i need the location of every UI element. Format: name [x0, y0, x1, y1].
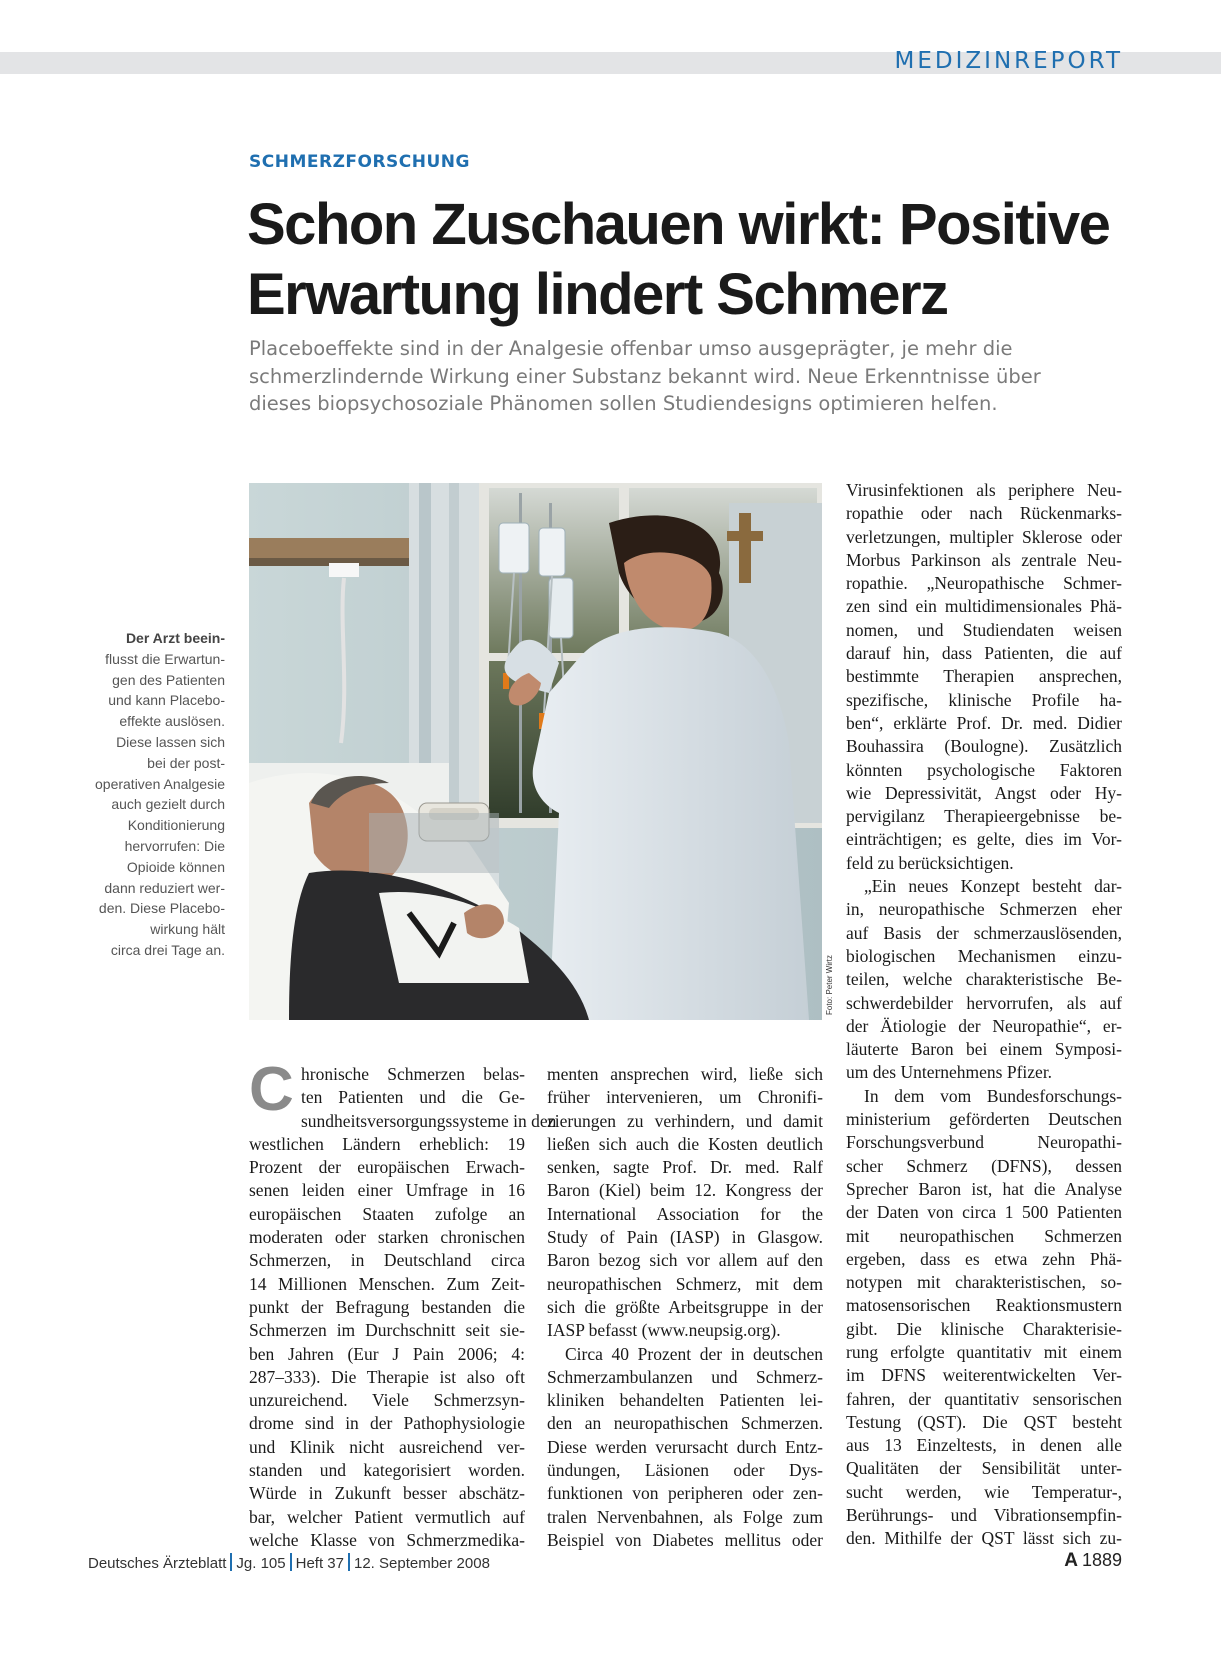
text-line: den. Mithilfe der QST lässt sich zu- — [846, 1528, 1122, 1549]
text-line: wie Depressivität, Angst oder Hy- — [846, 782, 1122, 803]
text-line: Testung (QST). Die QST besteht — [846, 1411, 1122, 1432]
caption-line: gen des Patienten — [112, 671, 225, 688]
body-column-2 — [547, 1063, 823, 1552]
body-column-1 — [249, 1055, 557, 1552]
caption-body — [90, 649, 225, 961]
text-line: neuropathischen Schmerz, mit dem — [547, 1273, 823, 1294]
text-line: westlichen Ländern erheblich: 19 — [249, 1133, 525, 1154]
text-line: zen sind ein multidimensionales Phä- — [846, 596, 1122, 617]
text-line: unzureichend. Viele Schmerzsyn- — [249, 1390, 525, 1411]
title-line: Schon Zuschauen wirkt: Positive — [247, 192, 1110, 257]
text-line: ten Patienten und die Ge- — [301, 1087, 525, 1108]
text-line: Baron bezog sich vor allem auf den — [547, 1250, 823, 1271]
text-line: ergeben, dass es etwa zehn Phä- — [846, 1248, 1122, 1269]
caption-bold: Der Arzt beein- — [125, 630, 225, 646]
text-line: auf Basis der schmerzauslösenden, — [846, 922, 1122, 943]
text-line: mit neuropathischen Schmerzen — [846, 1225, 1122, 1246]
caption-line: bei der post- — [147, 754, 225, 771]
text-line: „Ein neues Konzept besteht dar- — [864, 876, 1122, 897]
caption-line: operativen Analgesie — [95, 775, 225, 792]
text-line: ließen sich auch die Kosten deutlich — [547, 1133, 823, 1154]
text-line: und Klinik nicht ausreichend ver- — [249, 1436, 525, 1457]
caption-line: auch gezielt durch — [111, 796, 225, 813]
text-line: Prozent der europäischen Erwach- — [249, 1157, 525, 1178]
caption-line: Opioide können — [126, 858, 225, 875]
text-line: der Daten von circa 1 500 Patienten — [846, 1202, 1122, 1223]
text-line: im DFNS weiterentwickelten Ver- — [846, 1365, 1122, 1386]
footer-separator — [230, 1553, 232, 1571]
text-line: Schmerzen, in Deutschland circa — [249, 1250, 525, 1271]
text-line: den an neuropathischen Schmerzen. — [547, 1413, 823, 1434]
footer-separator — [348, 1553, 350, 1571]
body-column-3 — [846, 479, 1122, 1551]
text-line: läuterte Baron bei einem Symposi- — [846, 1039, 1122, 1060]
caption-line: den. Diese Placebo- — [98, 900, 225, 917]
text-line: rung erfolgte quantitativ mit einem — [846, 1341, 1122, 1362]
text-line: feld zu berücksichtigen. — [846, 852, 1014, 873]
text-line: drome sind in der Pathophysiologie — [249, 1413, 525, 1434]
text-line: sich die größte Arbeitsgruppe in der — [547, 1296, 823, 1317]
text-line: in, neuropathische Schmerzen eher — [846, 899, 1122, 920]
caption-line: effekte auslösen. — [119, 713, 225, 730]
text-line: ministerium geförderten Deutschen — [846, 1109, 1122, 1130]
dropcap: C — [249, 1055, 294, 1124]
text-line: notypen mit charakteristischen, so- — [846, 1272, 1122, 1293]
text-line: moderaten oder starken chronischen — [249, 1227, 525, 1248]
text-line: kliniken behandelten Patienten lei- — [547, 1390, 823, 1411]
article-title — [247, 190, 1127, 330]
lead-line: dieses biopsychosoziale Phänomen sollen Studiendesigns optimieren helfen. — [249, 392, 998, 415]
text-line: ropathie oder nach Rückenmarks- — [846, 503, 1122, 524]
text-line: standen und kategorisiert worden. — [249, 1460, 525, 1481]
journal-issue: Heft 37 — [295, 1555, 344, 1572]
caption-line: circa drei Tage an. — [110, 941, 225, 958]
photo-caption — [90, 628, 225, 961]
text-line: einträchtigen; es gelte, dies im Vor- — [846, 829, 1122, 850]
text-line: Beispiel von Diabetes mellitus oder — [547, 1529, 823, 1550]
text-line: senen leiden einer Umfrage in 16 — [249, 1180, 525, 1201]
hospital-scene-image — [249, 483, 822, 1020]
text-line: nomen, und Studiendaten weisen — [846, 619, 1122, 640]
lead-line: schmerzlindernde Wirkung einer Substanz bekannt wird. Neue Erkenntnisse über — [249, 364, 1041, 388]
text-line: International Association for the — [547, 1203, 823, 1224]
text-line: Circa 40 Prozent der in deutschen — [565, 1343, 823, 1364]
text-line: IASP befasst (www.neupsig.org). — [547, 1320, 781, 1341]
text-line: europäischen Staaten zufolge an — [249, 1203, 525, 1224]
page-number — [1064, 1550, 1122, 1572]
text-line: pervigilanz Therapieergebnisse be- — [846, 806, 1122, 827]
text-line: zierungen zu verhindern, und damit — [547, 1110, 823, 1131]
text-line: früher intervenieren, um Chronifi- — [547, 1087, 823, 1108]
page-prefix: A — [1064, 1550, 1078, 1571]
text-line: ropathie. „Neuropathische Schmer- — [846, 573, 1122, 594]
text-line: menten ansprechen wird, ließe sich — [547, 1064, 823, 1084]
title-line: Erwartung lindert Schmerz — [247, 262, 948, 327]
text-line: Berührungs- und Vibrationsempfin- — [846, 1505, 1122, 1526]
text-line: aus 13 Einzeltests, in denen alle — [846, 1435, 1122, 1456]
article-photo — [249, 483, 822, 1020]
text-line: verletzungen, multipler Sklerose oder — [846, 526, 1122, 547]
text-line: Schmerzen im Durchschnitt seit sie- — [249, 1320, 525, 1341]
text-line: fahren, der quantitativ sensorischen — [846, 1388, 1122, 1409]
text-line: bar, welcher Patient vermutlich auf — [249, 1506, 525, 1527]
page-footer — [88, 1553, 490, 1572]
text-line: spezifische, klinische Profile ha- — [846, 689, 1122, 710]
article-kicker: SCHMERZFORSCHUNG — [249, 152, 470, 172]
photo-credit: Foto: Peter Wirtz — [825, 954, 834, 1015]
text-line: tralen Nervenbahnen, als Folge zum — [547, 1506, 823, 1527]
text-line: schwerdebilder hervorrufen, als auf — [846, 992, 1122, 1013]
text-line: matosensorischen Reaktionsmustern — [846, 1295, 1122, 1316]
text-line: um des Unternehmens Pfizer. — [846, 1062, 1053, 1083]
text-line: Virusinfektionen als periphere Neu- — [846, 480, 1122, 500]
journal-date: 12. September 2008 — [354, 1555, 490, 1572]
caption-line: flusst die Erwartun- — [105, 650, 225, 667]
caption-line: hervorrufen: Die — [124, 837, 225, 854]
text-line: Forschungsverbund Neuropathi- — [846, 1132, 1122, 1153]
text-line: biologischen Mechanismen einzu- — [846, 945, 1122, 966]
lead-line: Placeboeffekte sind in der Analgesie offenbar umso ausgeprägter, je mehr die — [249, 337, 1013, 360]
page-number-value: 1889 — [1081, 1550, 1122, 1570]
text-line: ben“, erklärte Prof. Dr. med. Didier — [846, 712, 1122, 733]
text-line: Sprecher Baron ist, hat die Analyse — [846, 1178, 1122, 1199]
text-line: Schmerzambulanzen und Schmerz- — [547, 1366, 823, 1387]
journal-name: Deutsches Ärzteblatt — [88, 1555, 227, 1572]
text-line: der Ätiologie der Neuropathie“, er- — [846, 1015, 1122, 1036]
article-lead — [249, 335, 1109, 418]
text-line: darauf hin, dass Patienten, die auf — [846, 643, 1122, 664]
text-line: Baron (Kiel) beim 12. Kongress der — [547, 1180, 823, 1201]
text-line: teilen, welche charakteristische Be- — [846, 969, 1122, 990]
text-line: Bouhassira (Boulogne). Zusätzlich — [846, 736, 1122, 757]
text-line: welche Klasse von Schmerzmedika- — [249, 1529, 525, 1550]
footer-separator — [290, 1553, 292, 1571]
text-line: ündungen, Läsionen oder Dys- — [547, 1460, 823, 1481]
text-line: sucht werden, wie Temperatur-, — [846, 1481, 1122, 1502]
text-line: 14 Millionen Menschen. Zum Zeit- — [249, 1273, 525, 1294]
caption-line: und kann Placebo- — [108, 692, 225, 709]
text-line: Würde in Zukunft besser abschätz- — [249, 1483, 525, 1504]
text-line: funktionen von peripheren oder zen- — [547, 1483, 823, 1504]
caption-line: Konditionierung — [127, 817, 225, 834]
journal-volume: Jg. 105 — [236, 1555, 286, 1572]
text-line: Diese werden verursacht durch Entz- — [547, 1436, 823, 1457]
text-line: bestimmte Therapien ansprechen, — [846, 666, 1122, 687]
text-line: punkt der Befragung bestanden die — [249, 1296, 525, 1317]
text-line: gibt. Die klinische Charakterisie- — [846, 1318, 1122, 1339]
text-line: senken, sagte Prof. Dr. med. Ralf — [547, 1157, 823, 1178]
caption-line: wirkung hält — [150, 921, 225, 938]
text-line: In dem vom Bundesforschungs- — [864, 1085, 1122, 1106]
text-line: hronische Schmerzen belas- — [301, 1064, 525, 1084]
caption-line: dann reduziert wer- — [104, 879, 225, 896]
text-line: scher Schmerz (DFNS), dessen — [846, 1155, 1122, 1176]
text-line: sundheitsversorgungssysteme in den — [301, 1110, 557, 1131]
text-line: Qualitäten der Sensibilität unter- — [846, 1458, 1122, 1479]
text-line: Study of Pain (IASP) in Glasgow. — [547, 1227, 823, 1248]
section-label: MEDIZINREPORT — [894, 48, 1123, 74]
caption-line: Diese lassen sich — [116, 733, 225, 750]
text-line: Morbus Parkinson als zentrale Neu- — [846, 549, 1122, 570]
text-line: 287–333). Die Therapie ist also oft — [249, 1366, 525, 1387]
text-line: könnten psychologische Faktoren — [846, 759, 1122, 780]
text-line: ben Jahren (Eur J Pain 2006; 4: — [249, 1343, 525, 1364]
